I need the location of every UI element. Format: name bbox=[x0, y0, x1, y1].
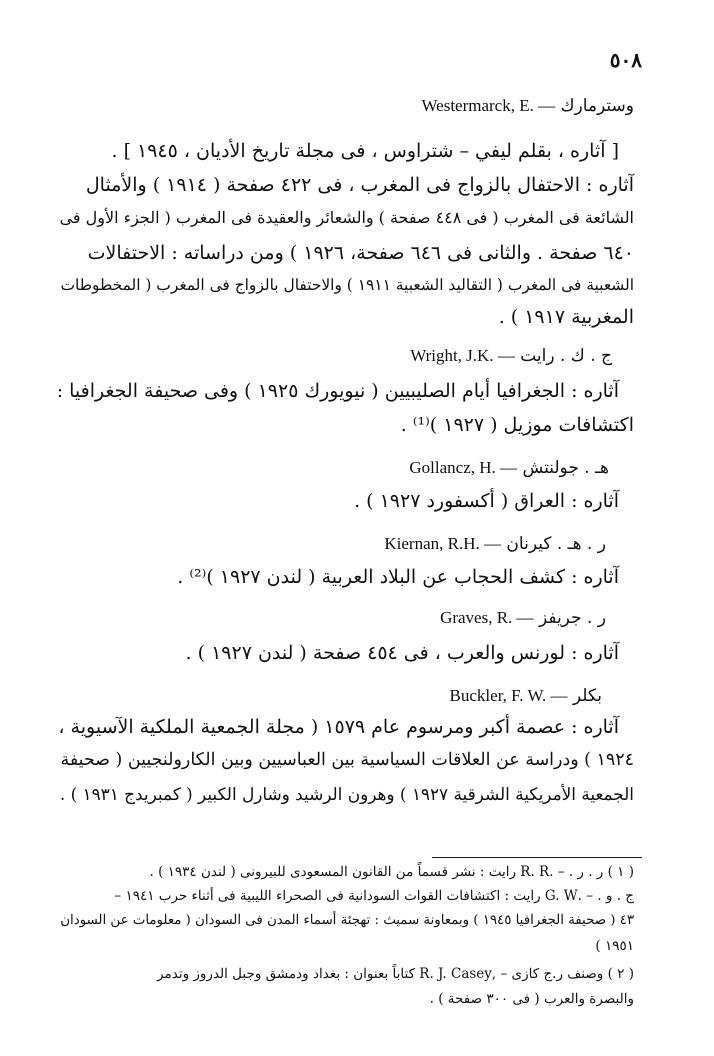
entry-heading bbox=[384, 534, 606, 554]
footnote-line: ٤٣ ( صحيفة الجغرافيا ١٩٤٥ ) وبمعاونة سميث : تهجئة أسماء المدن فى السودان ( معلومات عن السودان bbox=[60, 913, 634, 928]
text-line: الشائعة فى المغرب ( فى ٤٤٨ صفحة ) والشعائر والعقيدة فى المغرب ( الجزء الأول فى bbox=[59, 208, 634, 227]
author-arabic-name: بكلر bbox=[572, 686, 602, 706]
author-latin-name: Kiernan, R.H. — bbox=[384, 534, 502, 553]
text-line: ١٩٢٤ ) ودراسة عن العلاقات السياسية بين العباسيين وبين الكارولنجيين ( صحيفة bbox=[60, 750, 634, 770]
author-latin-name: Westermarck, E. — bbox=[421, 96, 556, 115]
text-line: آثاره : العراق ( أكسفورد ١٩٢٧ ) . bbox=[354, 490, 619, 512]
author-arabic-name: وسترمارك bbox=[560, 96, 634, 116]
text-line: اكتشافات موزيل ( ١٩٢٧ )⁽¹⁾ . bbox=[400, 414, 634, 436]
text-line: المغربية ١٩١٧ ) . bbox=[498, 306, 634, 328]
entry-heading bbox=[409, 458, 609, 478]
entry-heading bbox=[410, 346, 612, 366]
text-line: الشعبية فى المغرب ( التقاليد الشعبية ١٩١١ ) والاحتفال بالزواج فى المغرب ( المخطوطات bbox=[60, 276, 634, 294]
author-latin-name: Graves, R. — bbox=[440, 608, 534, 627]
text-line: ٦٤٠ صفحة . والثانى فى ٦٤٦ صفحة، ١٩٢٦ ) ومن دراساته : الاحتفالات bbox=[87, 242, 634, 264]
footnote-line: ج . و . – .G. W رايت : اكتشافات القوات السودانية فى الصحراء الليبية فى أثناء حرب ١٩٤١ – bbox=[114, 888, 634, 904]
footnote-line: ( ٢ ) وصنف ر.ج كازى – ,R. J. Casey كتاباً بعنوان : بغداد ودمشق وجبل الدروز وتدمر bbox=[157, 966, 634, 982]
author-arabic-name: ج . ك . رايت bbox=[520, 346, 612, 366]
text-line: آثاره : لورنس والعرب ، فى ٤٥٤ صفحة ( لندن ١٩٢٧ ) . bbox=[185, 642, 619, 664]
footnote-line: والبصرة والعرب ( فى ٣٠٠ صفحة ) . bbox=[429, 991, 634, 1007]
text-line: [ آثاره ، بقلم ليفي – شتراوس ، فى مجلة تاريخ الأديان ، ١٩٤٥ ] . bbox=[111, 140, 619, 162]
text-line: الجمعية الأمريكية الشرقية ١٩٢٧ ) وهرون الرشيد وشارل الكبير ( كمبريدج ١٩٣١ ) . bbox=[59, 784, 634, 804]
entry-heading bbox=[421, 96, 634, 116]
page-number: ٥٠٨ bbox=[609, 48, 642, 72]
author-arabic-name: ر . هـ . كيرنان bbox=[506, 534, 606, 554]
author-latin-name: Wright, J.K. — bbox=[410, 346, 515, 365]
footnote-line: ( ١ ) ر . ر . – .R. R رايت : نشر قسماً من القانون المسعودى للبيرونى ( لندن ١٩٣٤ ) . bbox=[149, 864, 634, 880]
text-line: آثاره : الجغرافيا أيام الصليبيين ( نيويورك ١٩٢٥ ) وفى صحيفة الجغرافيا : bbox=[56, 380, 619, 402]
text-line: آثاره : عصمة أكبر ومرسوم عام ١٥٧٩ ( مجلة الجمعية الملكية الآسيوية ، bbox=[58, 716, 619, 738]
text-line: آثاره : كشف الحجاب عن البلاد العربية ( لندن ١٩٢٧ )⁽²⁾ . bbox=[177, 566, 619, 588]
author-latin-name: Buckler, F. W. — bbox=[449, 686, 568, 705]
footnote-line: ١٩٥١ ) bbox=[595, 938, 634, 954]
footnote-separator bbox=[432, 857, 642, 858]
text-line: آثاره : الاحتفال بالزواج فى المغرب ، فى ٤٢٢ صفحة ( ١٩١٤ ) والأمثال bbox=[85, 174, 634, 196]
author-arabic-name: ر . جريفز bbox=[538, 608, 606, 628]
author-latin-name: Gollancz, H. — bbox=[409, 458, 518, 477]
author-arabic-name: هـ . جولنتش bbox=[522, 458, 609, 478]
entry-heading bbox=[440, 608, 606, 628]
entry-heading bbox=[450, 686, 602, 706]
